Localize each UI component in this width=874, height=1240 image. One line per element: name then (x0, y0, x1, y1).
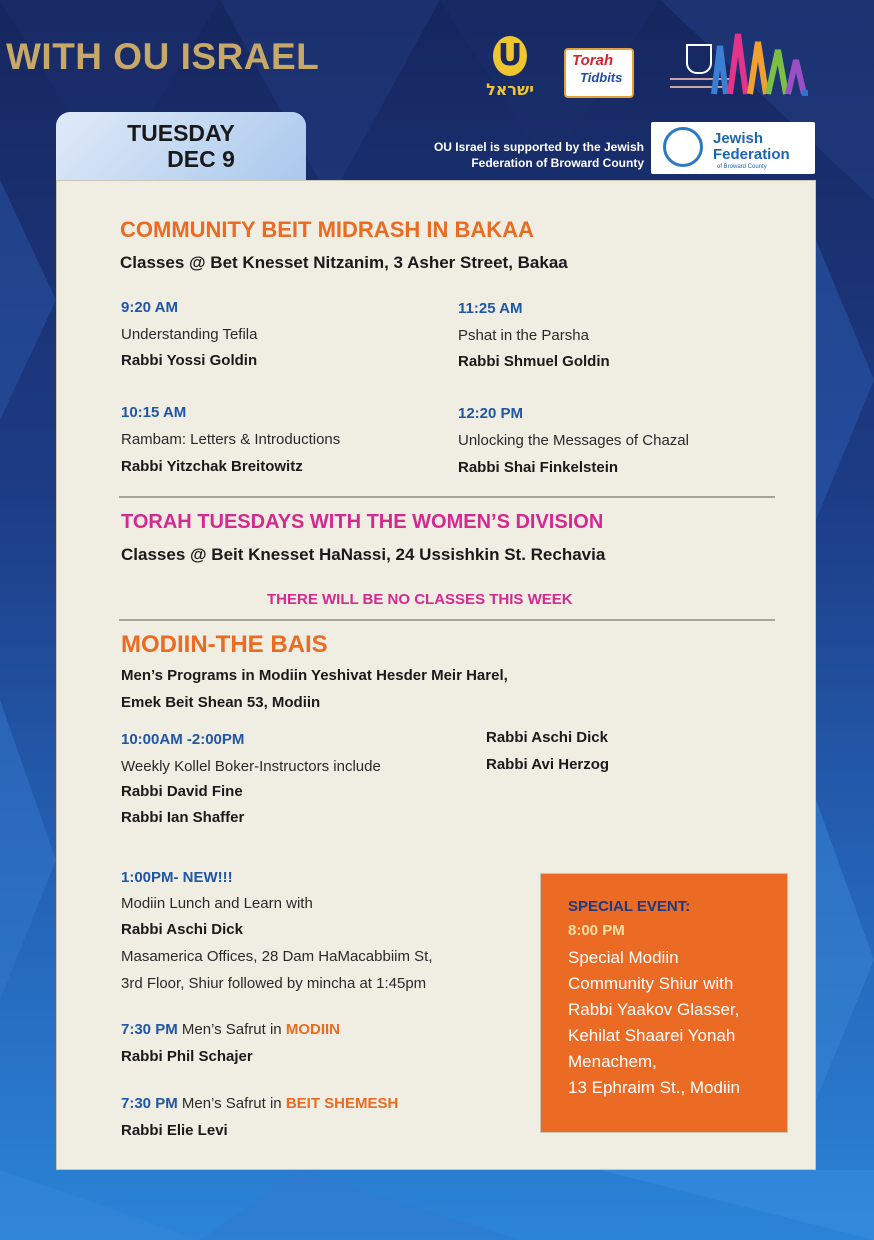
lunch-rabbi: Rabbi Aschi Dick (121, 921, 243, 938)
special-event-line: Special Modiin (568, 948, 679, 967)
special-event-title: SPECIAL EVENT: (568, 898, 691, 915)
kollel-rabbi: Rabbi Avi Herzog (486, 756, 610, 773)
section-title-womens: TORAH TUESDAYS WITH THE WOMEN’S DIVISION (121, 511, 604, 533)
kollel-time: 10:00AM -2:00PM (121, 731, 245, 748)
class-time: 10:15 AM (121, 404, 187, 421)
kollel-rabbi: Rabbi Ian Shaffer (121, 809, 245, 826)
special-event-box (540, 873, 788, 1133)
schedule-card (56, 180, 816, 1170)
safrut-time: 7:30 PM (121, 1021, 178, 1038)
class-name: Pshat in the Parsha (458, 327, 589, 344)
jewish-federation-logo (651, 122, 815, 174)
safrut-rabbi: Rabbi Elie Levi (121, 1122, 228, 1139)
modiin-location-line2: Emek Beit Shean 53, Modiin (121, 694, 321, 711)
safrut-rabbi: Rabbi Phil Schajer (121, 1048, 253, 1065)
special-event-time: 8:00 PM (568, 922, 625, 939)
support-line2: Federation of Broward County (471, 156, 644, 170)
class-rabbi: Rabbi Yossi Goldin (121, 352, 258, 369)
torah-tidbits-line1: Torah (572, 52, 614, 69)
special-event-line: Rabbi Yaakov Glasser, (568, 1000, 740, 1019)
bakaa-location: Classes @ Bet Knesset Nitzanim, 3 Asher Street, Bakaa (120, 253, 568, 272)
ou-logo-mark: U (493, 36, 527, 76)
lunch-place-line2: 3rd Floor, Shiur followed by mincha at 1:45pm (121, 975, 427, 992)
safrut-desc: Men’s Safrut in (181, 1095, 282, 1112)
torah-tidbits-logo (558, 44, 638, 102)
class-name: Understanding Tefila (121, 326, 258, 343)
ou-logo-hebrew: ישראל (486, 80, 534, 99)
special-event-line: Menachem, (568, 1052, 657, 1071)
safrut-desc: Men’s Safrut in (181, 1021, 282, 1038)
section-divider (119, 496, 775, 498)
date-tab (56, 112, 306, 184)
torah-tidbits-line2: Tidbits (580, 70, 623, 85)
lunch-desc: Modiin Lunch and Learn with (121, 895, 313, 912)
kollel-desc: Weekly Kollel Boker-Instructors include (121, 758, 381, 775)
support-line1: OU Israel is supported by the Jewish (433, 140, 644, 154)
lunch-time: 1:00PM- NEW!!! (121, 869, 233, 886)
class-name: Unlocking the Messages of Chazal (458, 432, 689, 449)
safrut-beit-shemesh (121, 1095, 398, 1112)
special-event-line: Community Shiur with (568, 974, 734, 993)
section-title-modiin: MODIIN-THE BAIS (121, 631, 328, 658)
federation-line1: Jewish (713, 130, 764, 147)
class-time: 12:20 PM (458, 405, 524, 422)
class-rabbi: Rabbi Shmuel Goldin (458, 353, 610, 370)
menorah-icon (663, 127, 703, 167)
special-event-line: 13 Ephraim St., Modiin (568, 1078, 740, 1097)
safrut-modiin (121, 1021, 340, 1038)
kollel-rabbi: Rabbi David Fine (121, 783, 243, 800)
federation-sub: of Broward County (717, 164, 767, 170)
support-note (380, 139, 644, 171)
ou-israel-logo (480, 36, 540, 108)
class-time: 11:25 AM (458, 300, 523, 317)
class-rabbi: Rabbi Yitzchak Breitowitz (121, 458, 303, 475)
special-event-line: Kehilat Shaarei Yonah (568, 1026, 736, 1045)
modiin-location-line1: Men’s Programs in Modiin Yeshivat Hesder Meir Harel, (121, 667, 508, 684)
section-divider (119, 619, 775, 621)
federation-name (713, 131, 790, 163)
class-rabbi: Rabbi Shai Finkelstein (458, 459, 619, 476)
lunch-place-line1: Masamerica Offices, 28 Dam HaMacabbiim St, (121, 948, 433, 965)
class-name: Rambam: Letters & Introductions (121, 431, 341, 448)
womens-location: Classes @ Beit Knesset HaNassi, 24 Ussishkin St. Rechavia (121, 545, 606, 564)
class-time: 9:20 AM (121, 299, 178, 316)
kollel-rabbi: Rabbi Aschi Dick (486, 729, 608, 746)
no-classes-notice: THERE WILL BE NO CLASSES THIS WEEK (267, 591, 573, 608)
safrut-city: MODIIN (285, 1021, 340, 1038)
tab-day: TUESDAY (127, 120, 235, 146)
tab-date: DEC 9 (167, 146, 235, 172)
federation-line2: Federation (713, 146, 790, 163)
safrut-time: 7:30 PM (121, 1095, 178, 1112)
section-title-bakaa: COMMUNITY BEIT MIDRASH IN BAKAA (120, 217, 534, 242)
festival-logo (706, 24, 810, 104)
safrut-city: BEIT SHEMESH (285, 1095, 399, 1112)
header-title: WITH OU ISRAEL (6, 36, 320, 77)
